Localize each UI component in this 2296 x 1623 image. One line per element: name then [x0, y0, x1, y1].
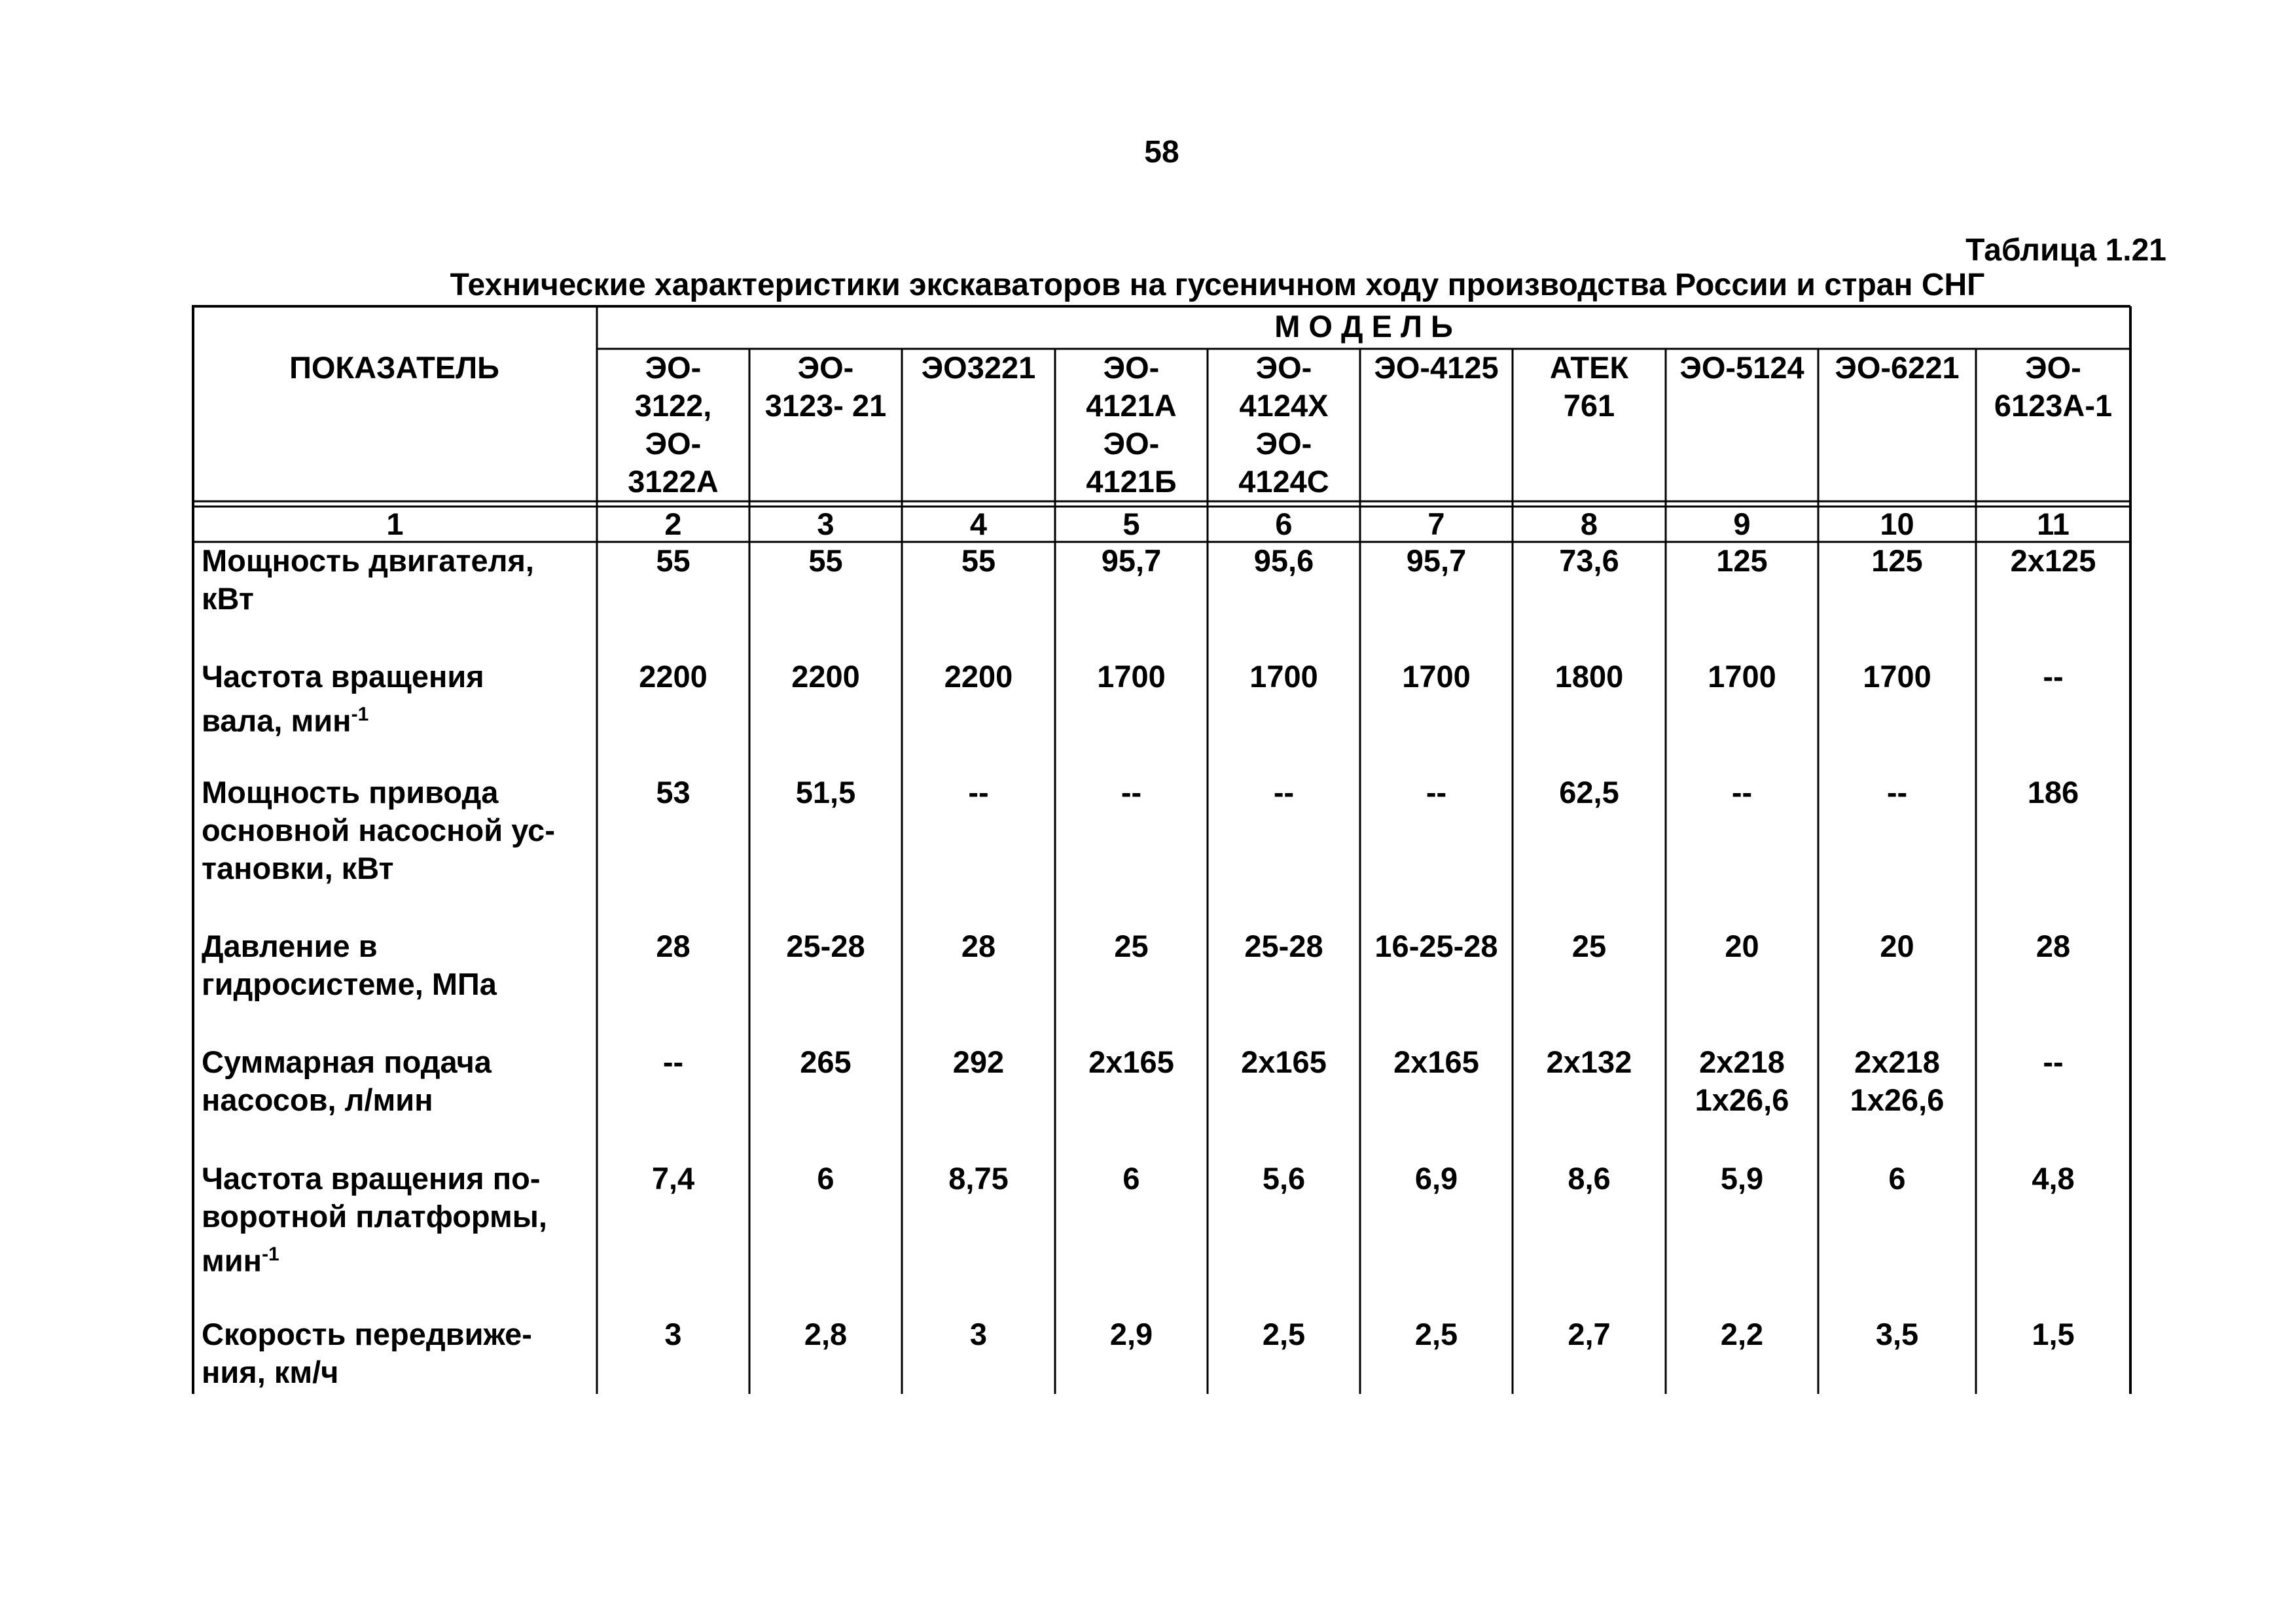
model-header: АТЕК 761 [1549, 350, 1629, 423]
cell-value: 6 [817, 1161, 834, 1196]
model-header: ЭО- 3123- 21 [764, 350, 887, 423]
cell-value: 5,9 [1720, 1161, 1764, 1196]
superscript: -1 [351, 704, 369, 725]
cell-value: 1800 [1554, 659, 1624, 694]
cell-value: 7,4 [651, 1161, 695, 1196]
cell-value: 2,9 [1109, 1317, 1153, 1351]
cell-value: 8,75 [948, 1161, 1009, 1196]
cell-value: 1700 [1249, 659, 1318, 694]
cell-value: 2,8 [804, 1317, 848, 1351]
cell-value: 28 [2036, 929, 2071, 963]
cell-value: 28 [656, 929, 691, 963]
column-number: 2 [664, 507, 682, 541]
cell-value: 4,8 [2032, 1161, 2075, 1196]
column-number: 6 [1275, 507, 1293, 541]
model-group-header: М О Д Е Л Ь [1274, 309, 1453, 344]
cell-value: 2x165 [1393, 1044, 1479, 1079]
model-header: ЭО- 3122, ЭО- 3122А [628, 350, 719, 499]
cell-value: 3 [664, 1317, 682, 1351]
model-header: ЭО- 4124Х ЭО- 4124С [1238, 350, 1329, 499]
cell-value: 1700 [1708, 659, 1776, 694]
cell-value: 20 [1880, 929, 1914, 963]
cell-value: 53 [656, 775, 691, 810]
column-number: 5 [1122, 507, 1140, 541]
column-number: 10 [1880, 507, 1914, 541]
cell-value: 5,6 [1262, 1161, 1306, 1196]
cell-value: 265 [800, 1044, 852, 1079]
model-header: ЭО- 6123А-1 [1994, 350, 2113, 423]
cell-value: 3,5 [1875, 1317, 1919, 1351]
column-number: 8 [1580, 507, 1598, 541]
cell-value: 55 [961, 543, 996, 578]
cell-value: -- [1426, 775, 1447, 810]
table-label: Таблица 1.21 [1965, 233, 2166, 268]
column-number: 3 [817, 507, 834, 541]
model-header: ЭО-6221 [1835, 350, 1960, 385]
cell-value: 2,5 [1414, 1317, 1458, 1351]
model-header: ЭО-5124 [1679, 350, 1804, 385]
cell-value: 125 [1716, 543, 1768, 578]
cell-value: 55 [656, 543, 691, 578]
cell-value: 292 [952, 1044, 1005, 1079]
row-label-platform-rotation: Частота вращения по- воротной платформы, мин$^{-1}$ [202, 1161, 547, 1278]
cell-value: 16-25-28 [1374, 929, 1498, 963]
cell-value: 95,6 [1253, 543, 1314, 578]
cell-value: 62,5 [1559, 775, 1619, 810]
cell-value: 125 [1871, 543, 1923, 578]
page-number: 58 [1144, 135, 1179, 169]
row-label-pump-drive-power: Мощность привода основной насосной ус- тановки, кВт [202, 775, 555, 885]
column-number: 1 [386, 507, 404, 541]
cell-value: -- [662, 1044, 684, 1079]
cell-value: 25 [1114, 929, 1149, 963]
cell-value: -- [1886, 775, 1908, 810]
column-number: 11 [2037, 507, 2070, 541]
cell-value: 2,7 [1568, 1317, 1611, 1351]
cell-value: 28 [961, 929, 996, 963]
cell-value: 55 [808, 543, 843, 578]
cell-value: 2x218 1x26,6 [1695, 1044, 1789, 1117]
cell-value: 2x132 [1546, 1044, 1632, 1079]
cell-value: 6 [1122, 1161, 1140, 1196]
cell-value: 2200 [791, 659, 860, 694]
row-label-travel-speed: Скорость передвиже- ния, км/ч [202, 1317, 532, 1389]
cell-value: 1700 [1863, 659, 1931, 694]
cell-value: 25-28 [1244, 929, 1323, 963]
cell-value: 2x125 [2010, 543, 2096, 578]
cell-value: -- [2043, 659, 2064, 694]
column-number: 7 [1427, 507, 1445, 541]
cell-value: 95,7 [1406, 543, 1467, 578]
cell-value: -- [2043, 1044, 2064, 1079]
model-header: ЭО- 4121А ЭО- 4121Б [1086, 350, 1177, 499]
row-label-engine-power: Мощность двигателя, кВт [202, 543, 534, 616]
superscript: -1 [262, 1243, 279, 1265]
column-number: 9 [1733, 507, 1751, 541]
cell-value: 1700 [1402, 659, 1471, 694]
cell-value: 2x218 1x26,6 [1850, 1044, 1945, 1117]
row-label-shaft-speed: Частота вращения вала, мин$^{-1}$ [202, 659, 484, 738]
cell-value: 2200 [944, 659, 1013, 694]
cell-value: 25-28 [786, 929, 865, 963]
cell-value: 73,6 [1559, 543, 1619, 578]
cell-value: 3 [969, 1317, 988, 1351]
cell-value: 186 [2027, 775, 2079, 810]
table-title: Технические характеристики экскаваторов на гусеничном ходу производства России и стран СНГ [450, 268, 1985, 302]
row-label-pump-delivery: Суммарная подача насосов, л/мин [202, 1044, 492, 1117]
cell-value: -- [1731, 775, 1753, 810]
cell-value: 51,5 [795, 775, 856, 810]
model-header: ЭО-4125 [1374, 350, 1499, 385]
cell-value: 25 [1571, 929, 1607, 963]
cell-value: 2,2 [1720, 1317, 1764, 1351]
cell-value: 95,7 [1101, 543, 1162, 578]
cell-value: 8,6 [1568, 1161, 1611, 1196]
cell-value: -- [1121, 775, 1142, 810]
cell-value: -- [968, 775, 989, 810]
cell-value: 6 [1888, 1161, 1906, 1196]
row-label-hydraulic-pressure: Давление в гидросистеме, МПа [202, 929, 497, 1001]
cell-value: 2x165 [1088, 1044, 1174, 1079]
indicator-header: ПОКАЗАТЕЛЬ [289, 350, 499, 385]
cell-value: 20 [1725, 929, 1759, 963]
column-number: 4 [969, 507, 988, 541]
cell-value: 1700 [1097, 659, 1166, 694]
cell-value: 6,9 [1414, 1161, 1458, 1196]
model-header: ЭО3221 [921, 350, 1036, 385]
cell-value: 1,5 [2032, 1317, 2075, 1351]
cell-value: 2200 [639, 659, 708, 694]
cell-value: 2,5 [1262, 1317, 1306, 1351]
cell-value: -- [1273, 775, 1295, 810]
cell-value: 2x165 [1241, 1044, 1327, 1079]
